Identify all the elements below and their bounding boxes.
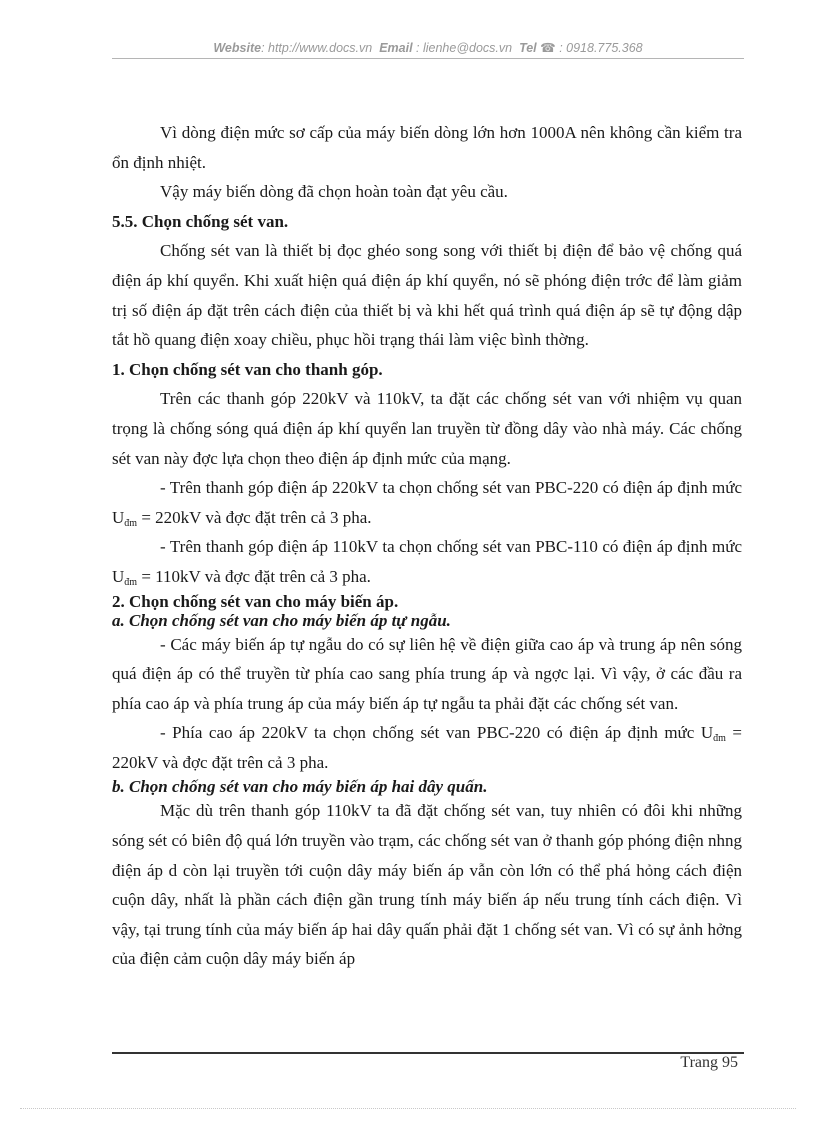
paragraph-1: Vì dòng điện mức sơ cấp của máy biến dòng lớn hơn 1000A nên không cần kiểm tra ổn định nhiệt. [112,123,742,172]
tel-label: Tel [519,41,537,55]
paragraph-7: - Các máy biến áp tự ngẫu do có sự liên hệ về điện giữa cao áp và trung áp nên sóng quá điện áp có thể truyền từ phía cao sang phía trung áp và ngợc lại. Vì vậy, ở các đầu ra phía cao áp và phía trung áp của máy biến áp tự ngẫu ta phải đặt các chống sét van. [112,634,742,713]
paragraph-6: - Trên thanh góp điện áp 110kV ta chọn chống sét van PBC-110 có điện áp định mức $U_{đm} = 110kV$ và đợc đặt trên cả 3 pha. [112,537,742,588]
subheading-autotransformer: a. Chọn chống sét van cho máy biến áp tự ngẫu. [112,610,451,630]
email-label: Email [379,41,413,55]
section-heading-5-5: 5.5. Chọn chống sét van. [112,211,289,231]
paragraph-2: Vậy máy biến dòng đã chọn hoàn toàn đạt yêu cầu. [160,182,508,202]
tel-value: ☎ : 0918.775.368 [540,41,643,55]
paragraph-3: Chống sét van là thiết bị đọc ghéo song song với thiết bị điện để bảo vệ chống quá điện áp khí quyển. Khi xuất hiện quá điện áp khí quyển, nó sẽ phóng điện trớc để làm giảm trị số điện áp đặt trên cách điện của thiết bị và khi hết quá trình quá điện áp sẽ tự động dập tắt hồ quang điện xoay chiều, phục hồi trạng thái làm việc bình thờng. [112,241,742,350]
heading-transformer-arrester: 2. Chọn chống sét van cho máy biến áp. [112,591,399,611]
paragraph-5: - Trên thanh góp điện áp 220kV ta chọn chống sét van PBC-220 có điện áp định mức $U_{đm} = 220kV$ và đợc đặt trên cả 3 pha. [112,478,742,529]
subheading-two-winding: b. Chọn chống sét van cho máy biến áp hai dây quấn. [112,777,488,797]
page-header [112,40,744,55]
heading-busbar-arrester: 1. Chọn chống sét van cho thanh góp. [112,359,383,379]
paragraph-4: Trên các thanh góp 220kV và 110kV, ta đặt các chống sét van với nhiệm vụ quan trọng là chống sóng quá điện áp khí quyển lan truyền từ đồng dây vào nhà máy. Các chống sét van này đợc lựa chọn theo điện áp định mức của mạng. [112,389,742,468]
paragraph-9: Mặc dù trên thanh góp 110kV ta đã đặt chống sét van, tuy nhiên có đôi khi những sóng sét có biên độ quá lớn truyền vào trạm, các chống sét van ở thanh góp phóng điện nhng điện áp d còn lại truyền tới cuộn dây máy biến áp vẫn còn lớn có thể phá hỏng cách điện cuộn dây, nhất là phần cách điện gần trung tính máy biến áp nếu trung tính cách điện. Vì vậy, tại trung tính của máy biến áp hai dây quấn phải đặt 1 chống sét van. Vì có sự ảnh hởng của điện cảm cuộn dây máy biến áp [112,801,742,969]
page-bottom-border [20,1108,796,1109]
page-number: Trang 95 [680,1054,738,1071]
header-divider [112,58,744,59]
paragraph-8: - Phía cao áp 220kV ta chọn chống sét van PBC-220 có điện áp định mức $U_{đm} = 220kV$ và đợc đặt trên cả 3 pha. [112,723,742,772]
email-value: : lienhe@docs.vn [416,41,513,55]
website-value: : http://www.docs.vn [261,41,373,55]
website-label: Website [213,41,262,55]
document-body [112,118,742,974]
footer-divider [112,1052,744,1054]
